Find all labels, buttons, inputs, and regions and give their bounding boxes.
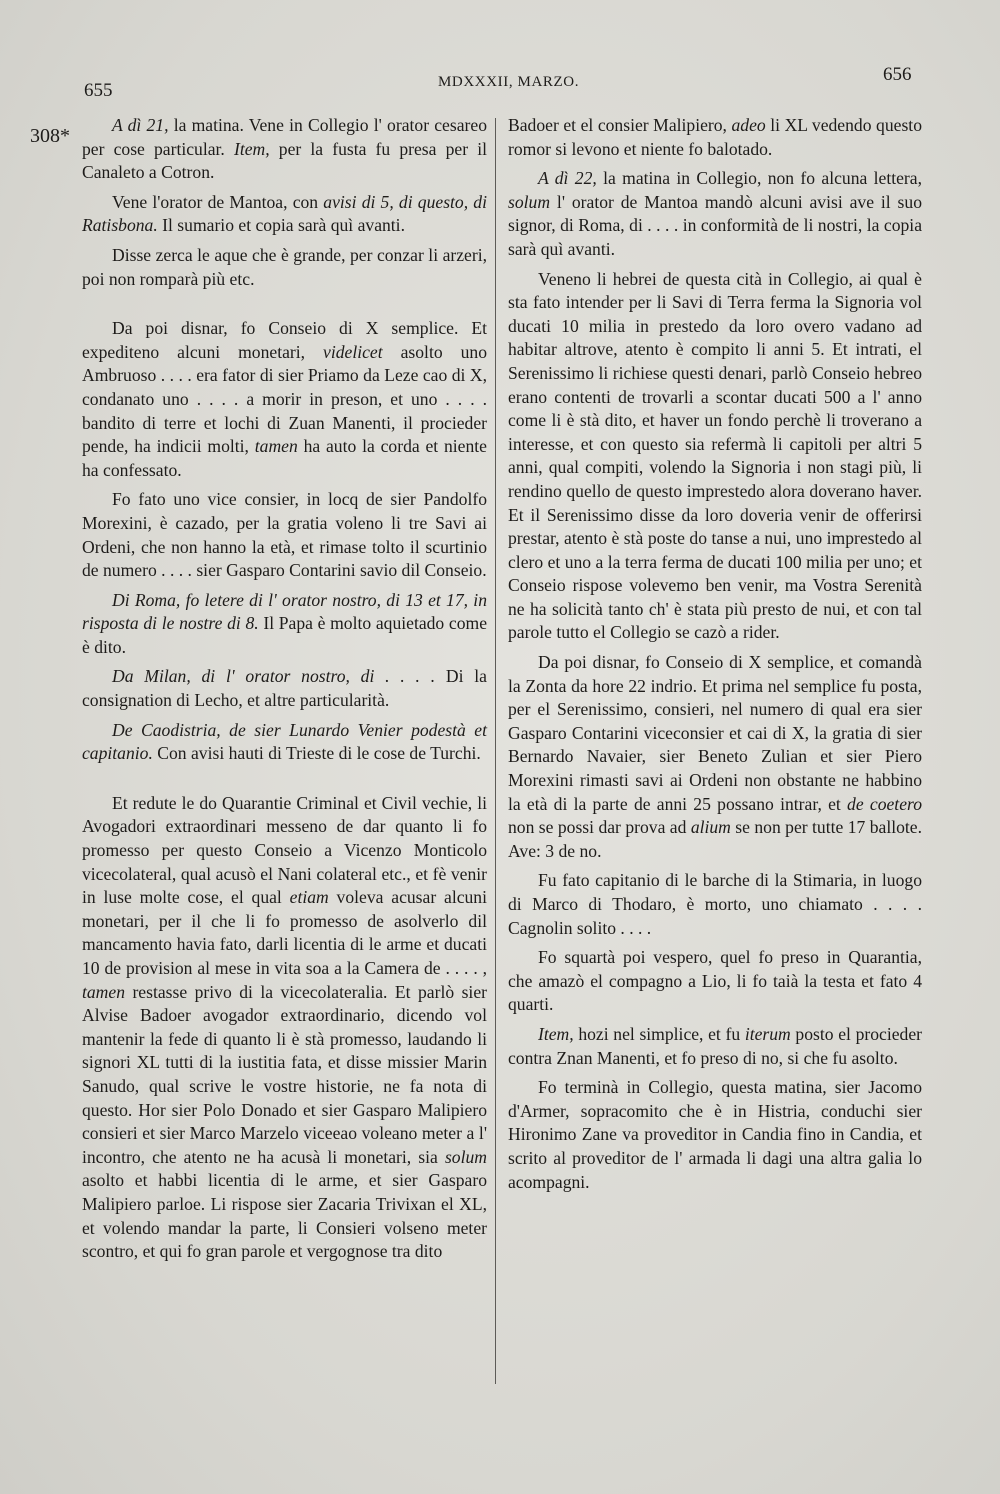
text-run: Fo terminà in Collegio, questa matina, sier Jacomo d'Armer, sopracomito che è in Histria, conduchi sier Hironimo Zane va proveditor in Candia fino in Candia, et scrito al proveditor de l' armada li dagi una altra galia lo acompagni.	[508, 1077, 922, 1192]
text-run: Il Papa è molto aquietado come è dito.	[82, 613, 487, 657]
italic-run: A dì 22,	[538, 168, 597, 189]
text-run: Veneno li hebrei de questa cità in Collegio, ai qual è sta fato intender per li Savi di Terra ferma la Signoria vol ducati 10 milia in prestedo da loro overo vadano ad habitar altrove, atento è compito li anni 5. Et intrati, el Serenissimo li richiese questi denari, parlò Conseio hebreo erano contenti de trovarli a scontar ducati 500 a l' anno come li è stà dito, et haver un fondo perchè li troverano a interesse, et con questo sia refermà li capitoli per altri 5 anni, qual compiti, volendo la Signoria i non stagi più, li rendino quello de questo imprestedo alora doverano haver. Et il Serenissimo disse da loro doveria venir de offerirsi prestar, atento è stà poste do tanse a nui, uno imprestedo al clero et uno a la terra ferma de ducati 100 milia per uno; et Conseio rispose volevemo ben venir, ma Vostra Serenità ne ha solicità tanto ch' è stata più presto de nui, et con tal parole tutto el Collegio se cazò a rider.	[508, 268, 922, 643]
text-run: non se possi dar prova ad	[508, 817, 691, 838]
page-header	[0, 60, 1000, 110]
text-run: li XL vedendo questo romor si levono et niente fo balotado.	[508, 115, 922, 159]
italic-run: videlicet	[323, 341, 383, 362]
text-run: Fo squartà poi vespero, quel fo preso in Quarantia, che amazò el compagno a Lio, li fo taià la testa et fato 4 quarti.	[508, 947, 922, 1015]
paragraph	[508, 114, 922, 161]
left-column	[82, 114, 487, 1270]
italic-run: alium	[690, 817, 731, 838]
text-run: hozi nel simplice, et fu	[573, 1023, 745, 1044]
paragraph	[82, 191, 487, 238]
italic-run: Di Roma, fo letere di l' orator nostro, di 13 et 17, in risposta di le nostre di 8.	[82, 589, 487, 634]
italic-run: De Caodistria, de sier Lunardo Venier podestà et capitanio.	[82, 719, 487, 764]
italic-run: avisi di 5, di questo, di Ratisbona.	[82, 191, 487, 236]
paragraph	[82, 244, 487, 291]
text-run: l' orator de Mantoa mandò alcuni avisi ave il suo signor, di Roma, di . . . . in conformità de li nostri, la copia sarà quì avanti.	[508, 191, 922, 259]
italic-run: A dì 21,	[112, 115, 169, 135]
italic-run: solum	[444, 1146, 487, 1167]
right-column	[508, 114, 922, 1200]
paragraph	[508, 869, 922, 940]
column-divider	[495, 118, 496, 1384]
text-run: Di la consignation di Lecho, et altre particularità.	[82, 666, 487, 711]
italic-run: etiam	[289, 887, 329, 908]
paragraph	[508, 268, 922, 646]
paragraph	[508, 651, 922, 863]
text-run: Vene l'orator de Mantoa, con	[112, 191, 324, 212]
text-run: la matina. Vene in Collegio l' orator cesareo per cose particular.	[82, 115, 487, 159]
paragraph	[82, 589, 487, 660]
paragraph	[82, 488, 487, 582]
paragraph	[82, 719, 487, 766]
italic-run: de coetero	[847, 793, 922, 814]
text-run: asolto uno Ambruoso . . . . era fator di sier Priamo da Leze cao di X, condanato uno . . . . a morir in preson, et uno . . . . bandito di terre et lochi di Zuan Manenti, il procieder pende, ha indicii molti,	[82, 341, 487, 457]
text-run: Da poi disnar, fo Conseio di X semplice. Et expediteno alcuni monetari,	[82, 318, 487, 362]
running-title: MDXXXII, MARZO.	[438, 74, 580, 90]
text-run: ha auto la corda et niente ha confessato.	[82, 436, 487, 480]
paragraph	[508, 167, 922, 261]
paragraph	[82, 317, 487, 482]
text-run: Con avisi hauti di Trieste di le cose de Turchi.	[152, 743, 481, 764]
page-number-left: 655	[84, 80, 113, 101]
italic-run: Item,	[233, 138, 270, 159]
italic-run: tamen	[254, 436, 298, 457]
italic-run: solum	[508, 191, 551, 212]
paragraph	[508, 946, 922, 1017]
text-run: Badoer et el consier Malipiero,	[508, 115, 732, 135]
italic-run: adeo	[731, 115, 766, 135]
italic-run: Item,	[538, 1023, 574, 1044]
text-run: se non per tutte 17 ballote. Ave: 3 de no.	[508, 817, 922, 861]
text-run: Fo fato uno vice consier, in locq de sier Pandolfo Morexini, è cazado, per la gratia voleno li tre Savi ai Ordeni, che non hanno la età, et rimase tolto il scurtinio de numero . . . . sier Gasparo Contarini savio dil Conseio.	[82, 489, 487, 581]
italic-run: tamen	[82, 981, 125, 1002]
paragraph	[508, 1023, 922, 1070]
paragraph	[82, 792, 487, 1264]
paragraph	[508, 1076, 922, 1194]
text-run: Fu fato capitanio di le barche di la Stimaria, in luogo di Marco di Thodaro, è morto, uno chiamato . . . . Cagnolin solito . . . .	[508, 870, 922, 938]
text-run: posto el procieder contra Znan Manenti, et fo preso di no, si che fu asolto.	[508, 1023, 922, 1068]
paragraph	[82, 114, 487, 185]
text-run: Da poi disnar, fo Conseio di X semplice, et comandà la Zonta da hore 22 indrio. Et prima nel semplice fu posta, per el Serenissimo, consieri, nel numero di qual era sier Gasparo Contarini viceconsier et cai di X, la gratia di sier Bernardo Navaier, sier Beneto Zulian et sier Piero Morexini rimasti savi ai Ordeni non obstante ne habbino la età di la parte de anni 25 possano intrar, et	[508, 652, 922, 814]
text-run: Disse zerca le aque che è grande, per conzar li arzeri, poi non romparà più etc.	[82, 244, 487, 289]
italic-run: Da Milan, di l' orator nostro, di . . . .	[112, 666, 436, 687]
text-run: la matina in Collegio, non fo alcuna lettera,	[596, 168, 923, 189]
paragraph	[82, 665, 487, 712]
text-run: Il sumario et copia sarà quì avanti.	[157, 215, 405, 236]
margin-note: 308*	[30, 125, 70, 147]
text-run: voleva acusar alcuni monetari, per il che li fo promesso de asolverlo dil mancamento havia fato, darli licentia di le arme et ducati 10 de provision al mese in vita soa a la Camera de . . . . ,	[82, 887, 487, 978]
text-run: Et redute le do Quarantie Criminal et Civil vechie, li Avogadori extraordinari messeno de dar quanto li fo promesso per questo Conseio a Vicenzo Monticolo vicecolateral, qual acusò el Nani colateral etc., et fè venir in luse molte cose, el qual	[82, 792, 487, 908]
text-run: asolto et habbi licentia di le arme, et sier Gasparo Malipiero parloe. Li rispose sier Zacaria Trivixan el XL, et volendo mandar la parte, li Consieri volseno meter scontro, et qui fo gran parole et vergognose tra dito	[82, 1170, 487, 1262]
text-run: per la fusta fu presa per il Canaleto a Cotron.	[82, 138, 487, 183]
text-run: restasse privo di la vicecolateralia. Et parlò sier Alvise Badoer avogador extraordinario, dicendo vol mantenir la fede di quanto li è stà promesso, laudando li signori XL tutti di la iustitia fata, et disse missier Marin Sanudo, qual scrive le vostre historie, ne fa nota di questo. Hor sier Polo Donado et sier Gasparo Malipiero consieri et sier Marco Marzelo viceeao voleano meter a l' incontro, che atento ne ha acusà li monetari, sia	[82, 981, 487, 1167]
page-number-right: 656	[883, 64, 912, 85]
italic-run: iterum	[744, 1023, 791, 1044]
